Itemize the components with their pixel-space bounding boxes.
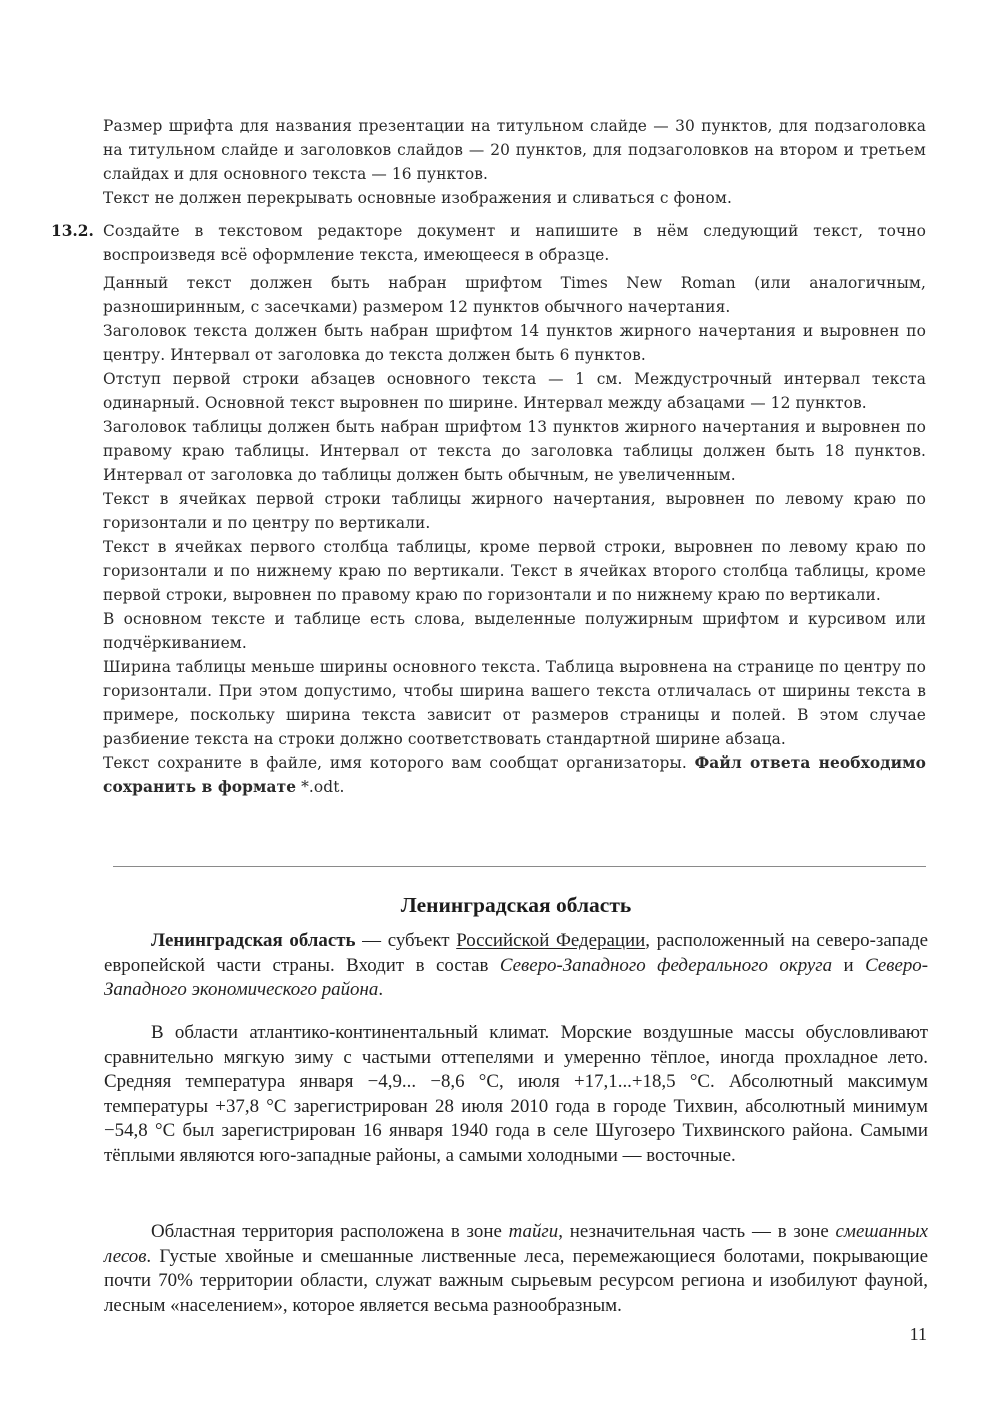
task-paragraph: Заголовок текста должен быть набран шрифтом 14 пунктов жирного начертания и выровнен по центру. Интервал от заголовка до текста должен быть 6 пунктов.: [103, 322, 926, 364]
section-divider: [113, 866, 926, 867]
task-paragraph: Текст в ячейках первого столбца таблицы, кроме первой строки, выровнен по левому краю по горизонтали и по нижнему краю по вертикали. Текст в ячейках второго столбца таблицы, кроме первой строки, выровнен по правому краю по горизонтали и по нижнему краю по вертикали.: [103, 538, 926, 604]
save-instruction-text: Текст сохраните в файле, имя которого вам сообщат организаторы.: [103, 754, 695, 772]
sample-paragraph-intro: [104, 929, 928, 1003]
sample-text: — субъект: [355, 930, 457, 951]
sample-italic-term: тайги: [508, 1221, 559, 1242]
sample-paragraph-climate: [104, 1021, 928, 1169]
task-paragraph: Текст в ячейках первой строки таблицы жирного начертания, выровнен по левому краю по горизонтали и по центру по вертикали.: [103, 490, 926, 532]
task-paragraph: Заголовок таблицы должен быть набран шрифтом 13 пунктов жирного начертания и выровнен по правому краю таблицы. Интервал от текста до заголовка таблицы должен быть 18 пунктов. Интервал от заголовка до таблицы должен быть обычным, не увеличенным.: [103, 418, 926, 484]
task-paragraph: Создайте в текстовом редакторе документ и напишите в нём следующий текст, точно воспроизведя всё оформление текста, имеющееся в образце.: [103, 222, 926, 264]
task-paragraph: Данный текст должен быть набран шрифтом Times New Roman (или аналогичным, разноширинным, с засечками) размером 12 пунктов обычного начертания.: [103, 274, 926, 316]
intro-paragraph-font-sizes: Размер шрифта для названия презентации на титульном слайде — 30 пунктов, для подзаголовка на титульном слайде и заголовков слайдов — 20 пунктов, для подзаголовков на втором и третьем слайдах и для основного текста — 16 пунктов.: [103, 117, 926, 183]
save-format-text: *.odt.: [296, 778, 345, 796]
save-instruction-bold: Файл ответа необходимо сохранить в формате: [103, 754, 926, 796]
sample-italic-term: смешанных лесов: [104, 1221, 928, 1267]
sample-paragraph-forests: [104, 1220, 928, 1318]
task-paragraph: Отступ первой строки абзацев основного текста — 1 см. Междустрочный интервал текста одинарный. Основной текст выровнен по ширине. Интервал между абзацами — 12 пунктов.: [103, 370, 926, 412]
sample-text: Областная территория расположена в зоне: [151, 1221, 509, 1242]
sample-title: Ленинградская область: [400, 893, 632, 917]
intro-block: [103, 114, 926, 210]
task-paragraph-save-file: [103, 751, 926, 799]
sample-text: и: [832, 954, 866, 976]
sample-text: . Густые хвойные и смешанные лиственные леса, перемежающиеся болотами, покрывающие почти 70% территории области, служат важным сырьевым ресурсом региона и изобилуют фауной, лесным «населением», которое является весьма разнообразным.: [104, 1245, 928, 1316]
sample-bold-term: Ленинградская область: [151, 930, 356, 951]
task-paragraph: В основном тексте и таблице есть слова, выделенные полужирным шрифтом и курсивом или подчёркиванием.: [103, 610, 926, 652]
intro-paragraph-background: Текст не должен перекрывать основные изображения и сливаться с фоном.: [103, 189, 732, 207]
sample-text: , незначительная часть — в зоне: [558, 1221, 836, 1242]
sample-text: , расположенный на северо-западе европейской части страны. Входит в состав: [104, 930, 928, 976]
task-instructions: [103, 219, 926, 799]
sample-italic-term: Северо-Западного федерального округа: [499, 954, 833, 976]
sample-underlined-term: Российской Федерации: [456, 930, 646, 951]
task-number: 13.2.: [51, 222, 94, 240]
sample-climate-text: В области атлантико-континентальный климат. Морские воздушные массы обусловливают сравнительно мягкую зиму с частыми оттепелями и умеренно тёплое, иногда прохладное лето. Средняя температура января −4,9... −8,6 °С, июля +17,1...+18,5 °С. Абсолютный максимум температуры +37,8 °С зарегистрирован 28 июля 2010 года в городе Тихвин, абсолютный минимум −54,8 °С был зарегистрирован 16 января 1940 года в селе Шугозеро Тихвинского района. Самыми тёплыми являются юго-западные районы, а самыми холодными — восточные.: [104, 1022, 928, 1166]
sample-italic-term: Северо-Западного экономического района: [104, 954, 929, 1001]
task-paragraph: Ширина таблицы меньше ширины основного текста. Таблица выровнена на странице по центру по горизонтали. При этом допустимо, чтобы ширина вашего текста отличалась от ширины текста в примере, поскольку ширина текста зависит от размеров страницы и полей. В этом случае разбиение текста на строки должно соответствовать стандартной ширине абзаца.: [103, 658, 926, 748]
sample-text: .: [378, 979, 384, 1001]
page-number: 11: [909, 1324, 927, 1344]
